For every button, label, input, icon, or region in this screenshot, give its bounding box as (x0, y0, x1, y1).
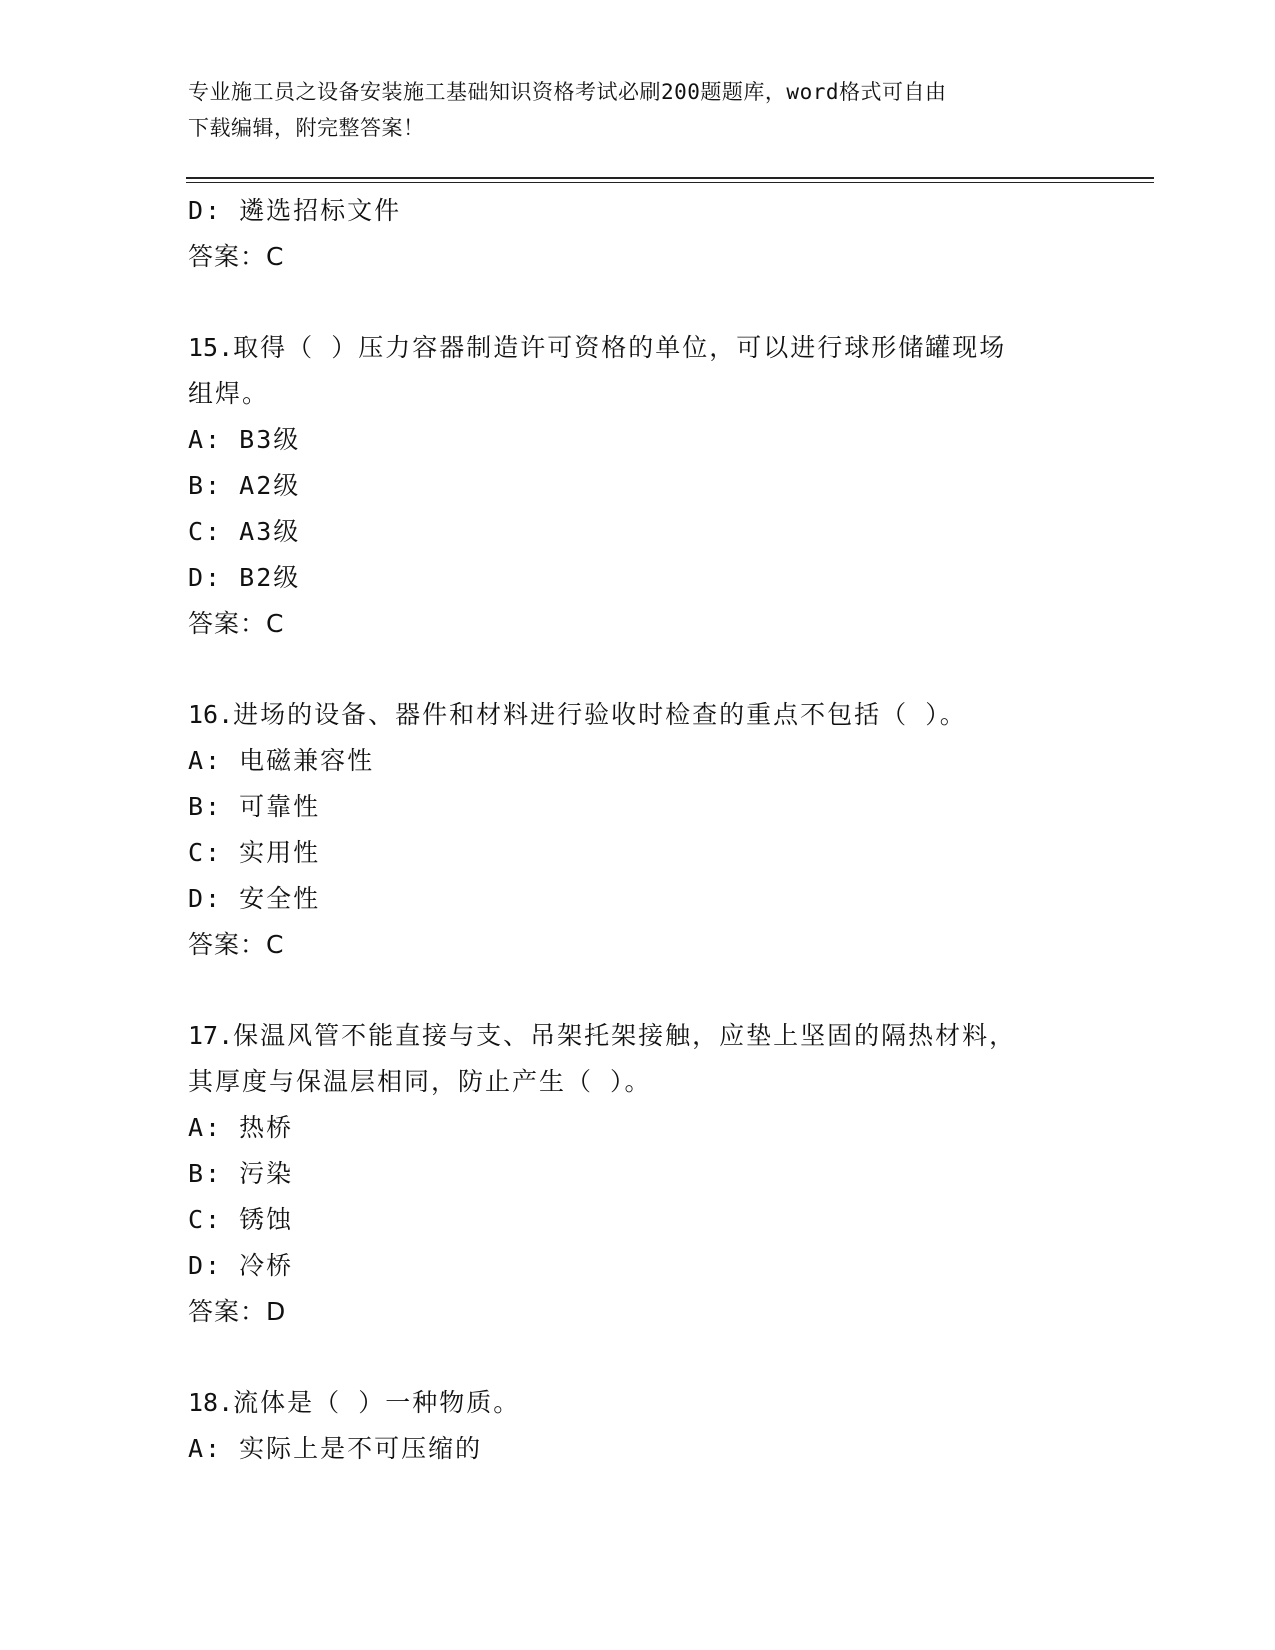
question-16-option-a: A: 电磁兼容性 (188, 746, 375, 775)
question-15-option-d: D: B2级 (188, 563, 301, 592)
question-15-stem-cont: 组焊。 (188, 379, 270, 408)
header-rule-thin (186, 182, 1154, 183)
question-18-option-a: A: 实际上是不可压缩的 (188, 1434, 483, 1463)
question-16-stem (188, 692, 1088, 738)
question-15-stem (188, 325, 1088, 371)
question-number: 15. (188, 333, 234, 362)
question-list (188, 188, 1088, 1472)
question-text: 保温风管不能直接与支、吊架托架接触，应垫上坚固的隔热材料， (233, 1021, 1017, 1050)
question-15-option-b: B: A2级 (188, 471, 301, 500)
question-text: 进场的设备、器件和材料进行验收时检查的重点不包括（ ）。 (233, 700, 967, 729)
question-number: 16. (188, 700, 234, 729)
header-rule-thick (186, 177, 1154, 179)
header-line-1: 专业施工员之设备安装施工基础知识资格考试必刷200题题库，word格式可自由 (188, 80, 947, 104)
question-16-answer: 答案：C (188, 930, 285, 959)
question-16-option-d: D: 安全性 (188, 884, 321, 913)
question-text: 流体是（ ）一种物质。 (233, 1388, 521, 1417)
header-line-2: 下载编辑，附完整答案！ (188, 116, 425, 140)
question-15-option-c: C: A3级 (188, 517, 301, 546)
question-number: 18. (188, 1388, 234, 1417)
prev-option-d: D: 遴选招标文件 (188, 196, 402, 225)
question-text: 取得（ ）压力容器制造许可资格的单位，可以进行球形储罐现场 (233, 333, 1007, 362)
prev-answer: 答案：C (188, 242, 285, 271)
question-16-option-c: C: 实用性 (188, 838, 321, 867)
document-header (188, 74, 1088, 146)
question-17-option-d: D: 冷桥 (188, 1251, 294, 1280)
question-17-option-c: C: 锈蚀 (188, 1205, 294, 1234)
question-16-option-b: B: 可靠性 (188, 792, 321, 821)
question-17-stem (188, 1013, 1088, 1059)
question-17-option-b: B: 污染 (188, 1159, 294, 1188)
question-15-option-a: A: B3级 (188, 425, 301, 454)
question-15-answer: 答案：C (188, 609, 285, 638)
question-18-stem (188, 1380, 1088, 1426)
question-17-answer: 答案：D (188, 1297, 287, 1326)
question-17-stem-cont: 其厚度与保温层相同，防止产生（ ）。 (188, 1067, 652, 1096)
question-number: 17. (188, 1021, 234, 1050)
question-17-option-a: A: 热桥 (188, 1113, 294, 1142)
